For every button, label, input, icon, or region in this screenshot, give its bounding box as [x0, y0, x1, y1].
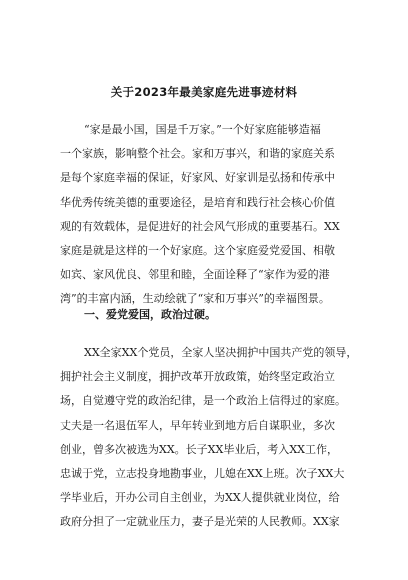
- paragraph-line: 如宾、家风优良、邻里和睦，全面诠释了“家作为爱的港: [60, 268, 330, 282]
- section-paragraph: [60, 341, 360, 535]
- paragraph-line: 是每个家庭幸福的保证，好家风、好家训是弘扬和传承中: [60, 171, 335, 185]
- paragraph-line: 忠诚于党，立志投身地勘事业，儿媳在XX上班。次子XX大: [60, 466, 345, 480]
- paragraph-line: 丈夫是一名退伍军人，早年转业到地方后自谋职业，多次: [60, 418, 335, 432]
- paragraph-line: 学毕业后，开办公司自主创业，为XX人提供就业岗位，给: [60, 491, 340, 505]
- paragraph-line: 湾”的丰富内涵，生动绘就了“家和万事兴”的幸福图景。: [60, 292, 330, 306]
- paragraph-line: 政府分担了一定就业压力，妻子是光荣的人民教师。XX家: [60, 515, 340, 529]
- paragraph-line: “家是最小国，国是千万家。”一个好家庭能够造福: [84, 123, 321, 136]
- paragraph-line: XX全家XX个党员，全家人坚决拥护中国共产党的领导，: [84, 346, 358, 359]
- section-heading: 一、爱党爱国，政治过硬。: [84, 308, 216, 321]
- paragraph-line: 场，自觉遵守党的政治纪律，是一个政治上信得过的家庭。: [60, 394, 346, 408]
- document-title: 关于2023年最美家庭先进事迹材料: [110, 85, 298, 99]
- paragraph-line: 观的有效载体，是促进好的社会风气形成的重要基石。XX: [60, 219, 340, 233]
- paragraph-line: 创业，曾多次被选为XX。长子XX毕业后，考入XX工作，: [60, 442, 338, 456]
- paragraph-line: 拥护社会主义制度，拥护改革开放政策，始终坚定政治立: [60, 370, 335, 384]
- paragraph-line: 华优秀传统美德的重要途径，是培育和践行社会核心价值: [60, 195, 335, 209]
- intro-paragraph: [60, 118, 360, 312]
- paragraph-line: 一个家族，影响整个社会。家和万事兴，和谐的家庭关系: [60, 147, 335, 161]
- paragraph-line: 家庭是就是这样的一个好家庭。这个家庭爱党爱国、相敬: [60, 243, 335, 257]
